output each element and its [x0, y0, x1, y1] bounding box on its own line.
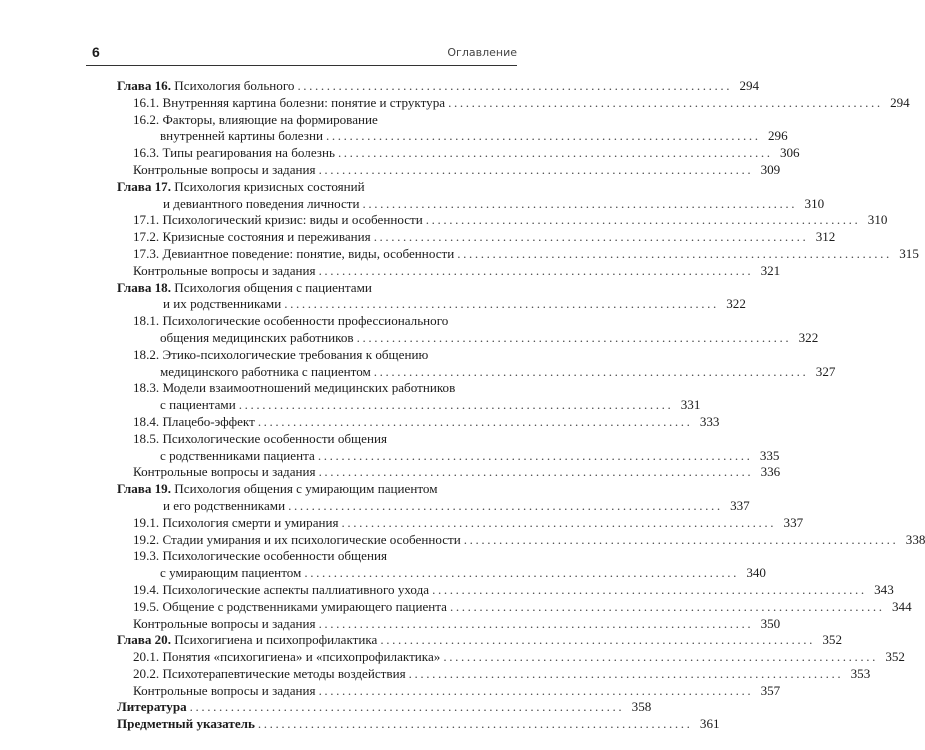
toc-entry-18-1[interactable]	[117, 313, 515, 330]
toc-entry-18-3-cont[interactable]	[117, 397, 701, 414]
toc-entry-16-2-cont[interactable]	[117, 128, 788, 145]
section-title: Контрольные вопросы и задания	[133, 262, 316, 278]
dot-leader: ..........................................................................	[425, 212, 861, 228]
section-title: 18.3. Модели взаимоотношений медицинских работников	[133, 380, 456, 396]
toc-entry-18-2[interactable]	[117, 347, 515, 364]
section-title: 17.1. Психологический кризис: виды и особенности	[133, 212, 423, 228]
page-ref: 296	[767, 128, 788, 144]
toc-entry-19-1[interactable]	[117, 514, 804, 532]
dot-leader: ..........................................................................	[380, 632, 815, 648]
toc-entry-18-5-cont[interactable]	[117, 447, 780, 465]
page-ref: 294	[890, 94, 910, 110]
dot-leader: ..........................................................................	[373, 229, 809, 245]
toc-entry-17-3[interactable]	[117, 245, 919, 263]
page-ref: 327	[815, 363, 836, 379]
toc-entry-18-4[interactable]	[117, 413, 720, 431]
section-title: 18.1. Психологические особенности профессионального	[133, 313, 449, 329]
page-ref: 309	[760, 161, 781, 177]
toc-entry-18-1-cont[interactable]	[117, 329, 819, 347]
toc-entry-chapter-19-cont[interactable]	[117, 497, 750, 515]
dot-leader: ..........................................................................	[317, 447, 753, 463]
dot-leader: ..........................................................................	[297, 78, 733, 93]
dot-leader: ..........................................................................	[443, 649, 878, 665]
section-title: 16.3. Типы реагирования на болезнь	[133, 145, 335, 161]
section-title: 18.2. Этико-психологические требования к общению	[133, 346, 429, 362]
dot-leader: ..........................................................................	[318, 161, 754, 177]
section-title: 16.2. Факторы, влияющие на формирование	[133, 111, 378, 127]
section-title: 19.4. Психологические аспекты паллиативного ухода	[133, 581, 430, 597]
toc-entry-chapter-20[interactable]	[117, 632, 842, 649]
section-title-cont: медицинского работника с пациентом	[160, 363, 371, 379]
section-title: 20.2. Психотерапевтические методы воздействия	[133, 665, 406, 681]
dot-leader: ..........................................................................	[304, 565, 739, 581]
page-ref: 310	[867, 212, 888, 228]
dot-leader: ..........................................................................	[356, 329, 792, 345]
toc-entry-subject-index[interactable]	[117, 716, 720, 733]
toc-entry-16-1[interactable]	[117, 94, 910, 112]
toc-entry-19-2[interactable]	[117, 531, 925, 549]
page-ref: 315	[899, 245, 919, 261]
dot-leader: ..........................................................................	[373, 363, 809, 379]
toc-entry-19-4[interactable]	[117, 581, 894, 599]
chapter-title-cont: и девиантного поведения личности	[163, 195, 360, 211]
chapter-title-cont: и их родственниками	[163, 296, 282, 312]
page-ref: 338	[905, 531, 925, 547]
section-title: 17.3. Девиантное поведение: понятие, виды, особенности	[133, 245, 455, 261]
section-title: Контрольные вопросы и задания	[133, 464, 316, 480]
page-ref: 321	[760, 262, 781, 278]
toc-entry-chapter-17-cont[interactable]	[117, 195, 825, 213]
toc-entry-16-3[interactable]	[117, 145, 800, 162]
page-ref: 335	[759, 447, 780, 463]
page-ref: 310	[804, 195, 825, 211]
page-ref: 294	[739, 78, 760, 93]
toc-entry-chapter-18[interactable]	[117, 280, 515, 297]
section-title-cont: общения медицинских работников	[160, 329, 354, 345]
dot-leader: ..........................................................................	[284, 296, 719, 312]
dot-leader: ..........................................................................	[288, 497, 723, 513]
chapter-title: Психология больного	[174, 78, 295, 93]
dot-leader: ..........................................................................	[325, 128, 761, 144]
page-ref: 337	[730, 497, 750, 513]
dot-leader: ..........................................................................	[257, 413, 693, 429]
header-rule	[86, 65, 517, 66]
page-ref: 350	[760, 615, 781, 631]
section-title: Контрольные вопросы и задания	[133, 161, 316, 177]
dot-leader: ..........................................................................	[457, 245, 892, 261]
dot-leader: ..........................................................................	[318, 682, 754, 698]
toc-entry-chapter-17[interactable]	[117, 179, 515, 196]
page-ref: 322	[726, 296, 746, 312]
toc-entry-questions-16[interactable]	[117, 161, 781, 179]
section-title: 18.4. Плацебо-эффект	[133, 413, 255, 429]
page-header	[86, 44, 517, 68]
toc-entry-questions-19[interactable]	[117, 615, 781, 633]
dot-leader: ..........................................................................	[318, 262, 754, 278]
section-title: 19.3. Психологические особенности общения	[133, 548, 387, 564]
toc-entry-17-2[interactable]	[117, 229, 836, 246]
dot-leader: ..........................................................................	[432, 581, 867, 597]
dot-leader: ..........................................................................	[257, 716, 693, 732]
page-ref: 343	[874, 581, 894, 597]
dot-leader: ..........................................................................	[463, 531, 899, 547]
dot-leader: ..........................................................................	[189, 699, 625, 715]
page-ref: 306	[779, 145, 800, 161]
toc-entry-questions-17[interactable]	[117, 262, 781, 280]
dot-leader: ..........................................................................	[408, 665, 844, 681]
toc-entry-16-2[interactable]	[117, 112, 515, 129]
dot-leader: ..........................................................................	[341, 514, 777, 530]
page-ref: 357	[760, 682, 781, 698]
section-title: 19.1. Психология смерти и умирания	[133, 514, 339, 530]
chapter-label: Глава 16.	[117, 78, 172, 93]
section-title: Контрольные вопросы и задания	[133, 682, 316, 698]
toc-entry-chapter-16[interactable]	[117, 78, 760, 95]
section-title: 19.5. Общение с родственниками умирающего пациента	[133, 598, 447, 614]
section-title-cont: с родственниками пациента	[160, 447, 315, 463]
chapter-title: Психогигиена и психопрофилактика	[174, 632, 378, 648]
section-title-cont: с умирающим пациентом	[160, 565, 302, 581]
toc-entry-19-3-cont[interactable]	[117, 565, 766, 582]
chapter-title-cont: и его родственниками	[163, 497, 286, 513]
toc-entry-chapter-18-cont[interactable]	[117, 296, 746, 313]
dot-leader: ..........................................................................	[318, 615, 754, 631]
dot-leader: ..........................................................................	[318, 464, 754, 480]
page-ref: 337	[783, 514, 804, 530]
section-title: Литература	[117, 699, 187, 715]
section-title: 19.2. Стадии умирания и их психологические особенности	[133, 531, 461, 547]
page-ref: 353	[850, 665, 871, 681]
section-title: 20.1. Понятия «психогигиена» и «психопрофилактика»	[133, 649, 441, 665]
table-of-contents	[117, 78, 925, 733]
running-title: Оглавление	[447, 46, 517, 59]
toc-entry-19-5[interactable]	[117, 598, 912, 616]
section-title: Предметный указатель	[117, 716, 255, 732]
page-ref: 333	[699, 413, 720, 429]
section-title: Контрольные вопросы и задания	[133, 615, 316, 631]
toc-entry-chapter-19[interactable]	[117, 481, 515, 498]
toc-entry-20-2[interactable]	[117, 665, 871, 683]
toc-entry-19-3[interactable]	[117, 548, 515, 565]
toc-entry-18-5[interactable]	[117, 431, 515, 448]
section-title: 17.2. Кризисные состояния и переживания	[133, 229, 371, 245]
section-title-cont: с пациентами	[160, 397, 236, 413]
page-ref: 336	[760, 464, 781, 480]
page-ref: 322	[798, 329, 819, 345]
chapter-label: Глава 19.	[117, 481, 172, 497]
toc-entry-questions-20[interactable]	[117, 682, 781, 700]
page-number: 6	[92, 44, 100, 60]
section-title-cont: внутренней картины болезни	[160, 128, 323, 144]
dot-leader: ..........................................................................	[449, 598, 885, 614]
toc-entry-18-3[interactable]	[117, 380, 515, 397]
section-title: 18.5. Психологические особенности общения	[133, 430, 387, 446]
section-title: 16.1. Внутренняя картина болезни: понятие и структура	[133, 94, 446, 110]
page-ref: 312	[815, 229, 836, 245]
page-ref: 358	[631, 699, 652, 715]
dot-leader: ..........................................................................	[448, 94, 883, 110]
page-ref: 352	[885, 649, 905, 665]
toc-entry-17-1[interactable]	[117, 212, 888, 229]
chapter-label: Глава 17.	[117, 178, 172, 194]
chapter-title: Психология кризисных состояний	[174, 178, 365, 194]
chapter-label: Глава 20.	[117, 632, 172, 648]
dot-leader: ..........................................................................	[238, 397, 674, 413]
page-ref: 361	[699, 716, 720, 732]
dot-leader: ..........................................................................	[362, 195, 798, 211]
chapter-label: Глава 18.	[117, 279, 172, 295]
toc-entry-questions-18[interactable]	[117, 464, 781, 481]
toc-entry-20-1[interactable]	[117, 649, 905, 666]
page-ref: 352	[822, 632, 842, 648]
page-ref: 340	[746, 565, 766, 581]
toc-entry-18-2-cont[interactable]	[117, 363, 836, 381]
dot-leader: ..........................................................................	[337, 145, 773, 161]
chapter-title: Психология общения с пациентами	[174, 279, 372, 295]
toc-entry-literature[interactable]	[117, 699, 652, 716]
chapter-title: Психология общения с умирающим пациентом	[174, 481, 438, 497]
page-ref: 331	[680, 397, 701, 413]
page-ref: 344	[891, 598, 912, 614]
